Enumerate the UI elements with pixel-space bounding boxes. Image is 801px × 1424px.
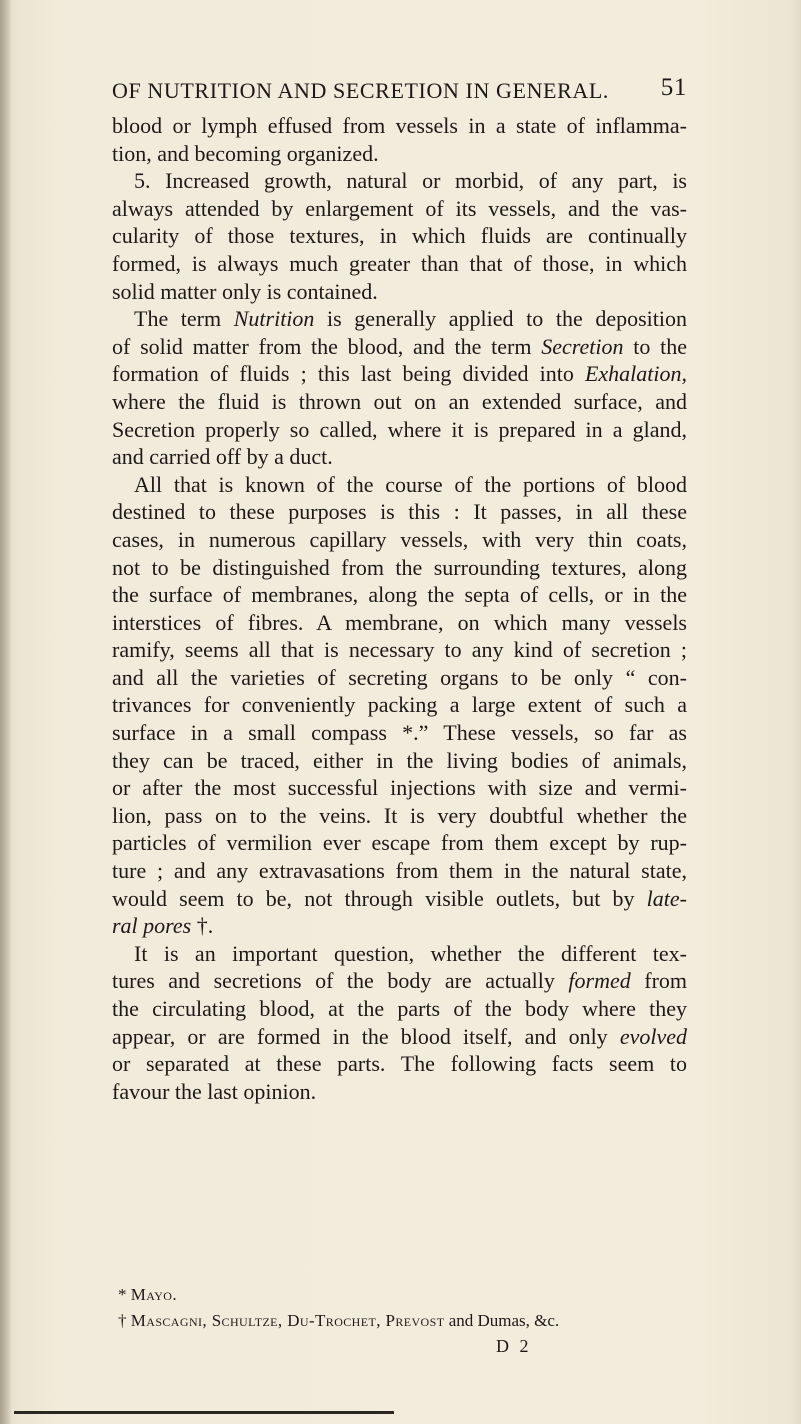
- text-line: the surface of membranes, along the septa of cells, or in the: [112, 582, 687, 608]
- text-line: particles of vermilion ever escape from them except by rup-: [112, 830, 687, 856]
- text-line: surface in a small compass *.” These vessels, so far as: [112, 720, 687, 746]
- page-edge-rule: [14, 1411, 394, 1414]
- footnotes: [112, 1282, 687, 1334]
- page-number: 51: [660, 74, 687, 101]
- gutter-shadow: [0, 0, 12, 1424]
- text-line: trivances for conveniently packing a large extent of such a: [112, 692, 687, 718]
- body-text: [112, 112, 687, 1105]
- text-line: All that is known of the course of the portions of blood: [134, 471, 687, 497]
- text-line: tion, and becoming organized.: [112, 140, 379, 166]
- text-line: solid matter only is contained.: [112, 278, 378, 304]
- text-line: cases, in numerous capillary vessels, with very thin coats,: [112, 526, 687, 552]
- footnote-1: * Mayo.: [118, 1285, 178, 1304]
- footnote-marker: †: [118, 1311, 127, 1330]
- text-line: and carried off by a duct.: [112, 444, 333, 470]
- text-line: formation of fluids ; this last being divided into Exhalation,: [112, 361, 687, 387]
- text-line: destined to these purposes is this : It passes, in all these: [112, 499, 687, 525]
- text-line: 5. Increased growth, natural or morbid, of any part, is: [134, 168, 687, 194]
- text-line: ture ; and any extravasations from them in the natural state,: [112, 858, 687, 884]
- text-line: ral pores †.: [112, 913, 214, 939]
- text-line: The term Nutrition is generally applied to the deposition: [134, 306, 687, 332]
- text-line: ramify, seems all that is necessary to any kind of secretion ;: [112, 637, 687, 663]
- text-line: appear, or are formed in the blood itself, and only evolved: [112, 1023, 687, 1049]
- text-line: It is an important question, whether the different tex-: [134, 940, 687, 966]
- text-line: favour the last opinion.: [112, 1078, 317, 1104]
- text-line: not to be distinguished from the surrounding textures, along: [112, 554, 687, 580]
- text-line: the circulating blood, at the parts of the body where they: [112, 996, 687, 1021]
- running-head-title: OF NUTRITION AND SECRETION IN GENERAL.: [112, 78, 609, 103]
- footnote-marker: *: [118, 1285, 127, 1304]
- text-line: tures and secretions of the body are actually formed from: [112, 968, 688, 994]
- text-line: they can be traced, either in the living bodies of animals,: [112, 747, 687, 773]
- text-line: would seem to be, not through visible outlets, but by late-: [112, 885, 687, 911]
- running-head: [112, 74, 687, 110]
- text-line: or separated at these parts. The following facts seem to: [112, 1051, 687, 1077]
- text-line: Secretion properly so called, where it is prepared in a gland,: [112, 416, 687, 442]
- text-line: and all the varieties of secreting organs to be only “ con-: [112, 664, 687, 690]
- text-line: always attended by enlargement of its vessels, and the vas-: [112, 195, 687, 221]
- text-line: where the fluid is thrown out on an extended surface, and: [112, 388, 687, 414]
- text-line: formed, is always much greater than that of those, in which: [112, 250, 687, 276]
- text-line: blood or lymph effused from vessels in a state of inflamma-: [112, 113, 687, 138]
- text-line: of solid matter from the blood, and the term Secretion to the: [112, 333, 687, 359]
- signature-mark: D 2: [496, 1336, 532, 1356]
- text-line: or after the most successful injections with size and vermi-: [112, 775, 687, 801]
- text-line: lion, pass on to the veins. It is very doubtful whether the: [112, 802, 687, 828]
- footnote-2: † Mascagni, Schultze, Du-Trochet, Prevost and Dumas, &c.: [118, 1311, 560, 1330]
- text-line: cularity of those textures, in which fluids are continually: [112, 223, 687, 249]
- text-line: interstices of fibres. A membrane, on which many vessels: [112, 609, 687, 635]
